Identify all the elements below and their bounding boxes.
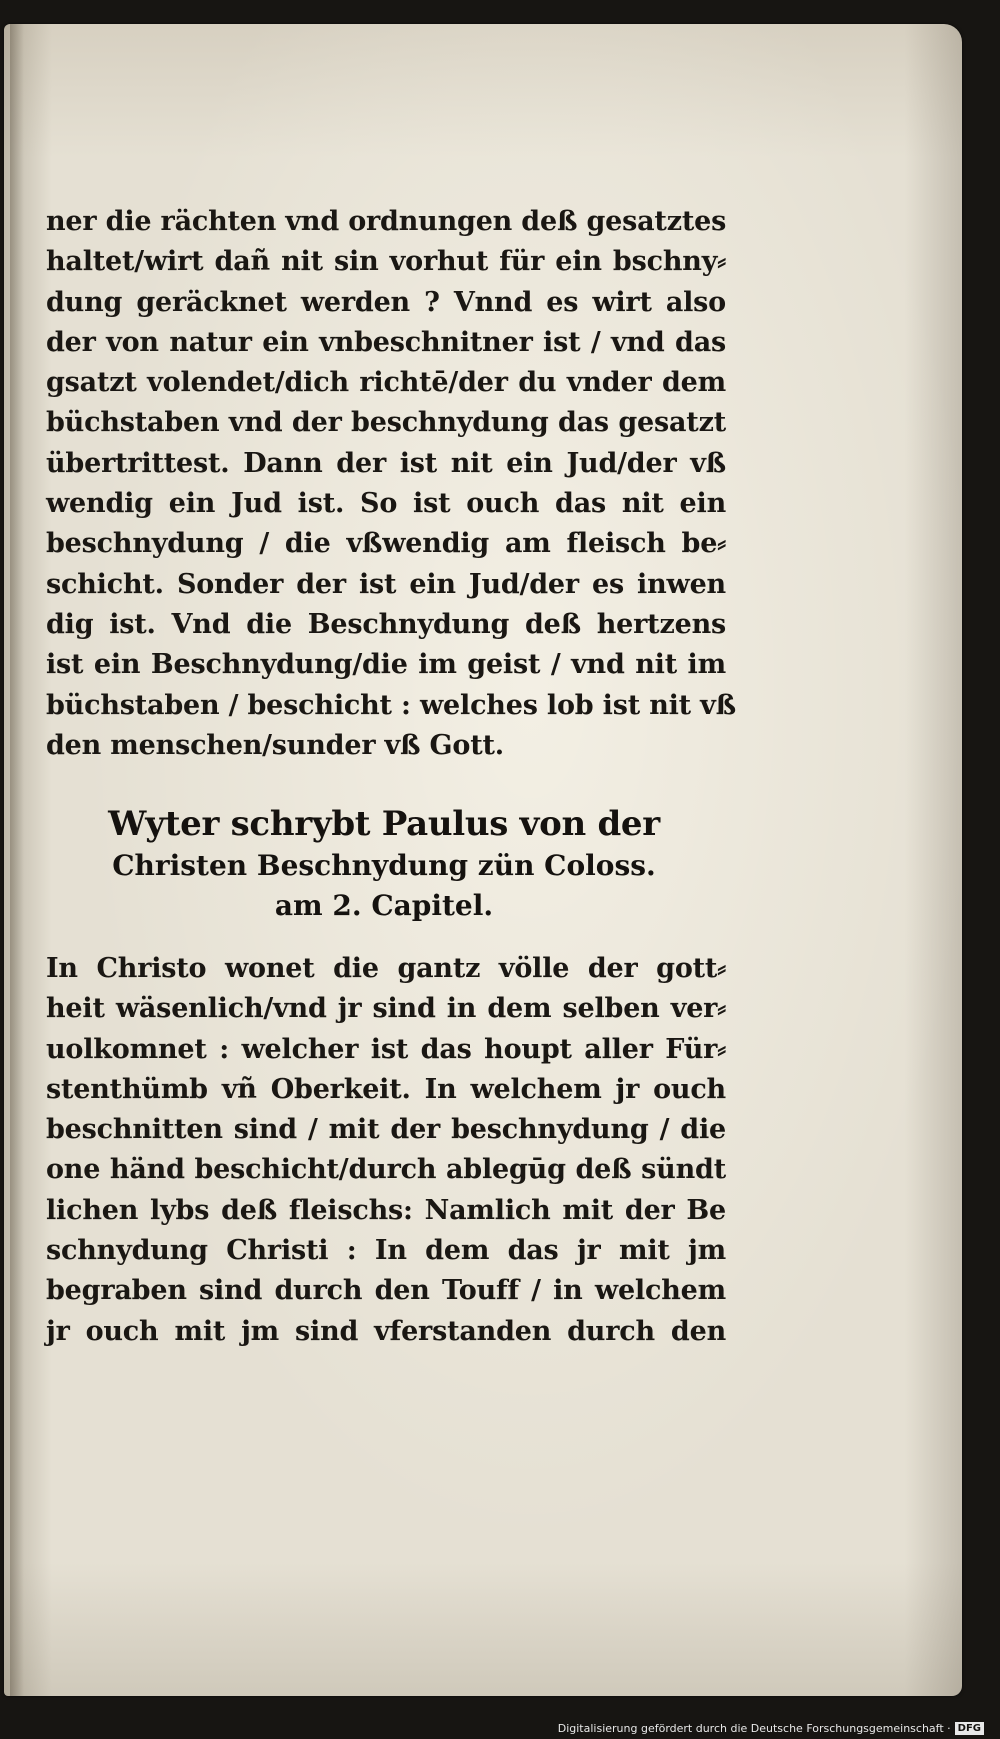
book-page bbox=[4, 24, 962, 1696]
page-edge-shadow bbox=[10, 24, 24, 1696]
text-line: uolkomnet : welcher ist das houpt aller Für⸗ bbox=[46, 1033, 726, 1065]
text-line: In Christo wonet die gantz völle der gott⸗ bbox=[46, 953, 726, 984]
text-line: ner die rächten vnd ordnungen deß gesatztes bbox=[46, 206, 727, 237]
text-line: haltet/wirt dañ nit sin vorhut für ein bschny⸗ bbox=[46, 246, 726, 278]
credit-text: Digitalisierung gefördert durch die Deutsche Forschungsgemeinschaft · bbox=[557, 1721, 951, 1735]
dfg-logo: DFG bbox=[955, 1722, 984, 1735]
text-line: büchstaben / beschicht : welches lob ist nit vß bbox=[46, 689, 736, 721]
text-line: begraben sind durch den Touff / in welchem bbox=[46, 1275, 726, 1307]
paragraph-1 bbox=[46, 202, 736, 766]
text-line: heit wäsenlich/vnd jr sind in dem selben ver⸗ bbox=[46, 993, 726, 1025]
text-line: jr ouch mit jm sind vferstanden durch den bbox=[46, 1315, 726, 1347]
text-line: schicht. Sonder der ist ein Jud/der es inwen bbox=[46, 568, 726, 600]
text-line: schnydung Christi : In dem das jr mit jm bbox=[46, 1235, 726, 1267]
text-line: beschnitten sind / mit der beschnydung / die bbox=[46, 1114, 726, 1146]
text-line: beschnydung / die vßwendig am fleisch be⸗ bbox=[46, 528, 726, 560]
text-line: wendig ein Jud ist. So ist ouch das nit ein bbox=[46, 488, 726, 520]
text-line: one händ beschicht/durch ablegūg deß sündt bbox=[46, 1154, 726, 1186]
text-line: lichen lybs deß fleischs: Namlich mit der Be bbox=[46, 1194, 726, 1226]
section-heading bbox=[64, 802, 704, 926]
text-line: den menschen/sunder vß Gott. bbox=[46, 729, 504, 761]
text-line: dung geräcknet werden ? Vnnd es wirt also bbox=[46, 286, 726, 318]
text-line: stenthümb vñ Oberkeit. In welchem jr ouch bbox=[46, 1073, 726, 1105]
text-line: ist ein Beschnydung/die im geist / vnd nit im bbox=[46, 649, 726, 681]
heading-line: Christen Beschnydung zün Coloss. bbox=[112, 849, 656, 882]
heading-line: am 2. Capitel. bbox=[274, 889, 494, 922]
text-line: büchstaben vnd der beschnydung das gesatzt bbox=[46, 407, 726, 439]
paragraph-2 bbox=[46, 949, 726, 1352]
text-line: übertrittest. Dann der ist nit ein Jud/der vß bbox=[46, 447, 726, 479]
heading-line: Wyter schrybt Paulus von der bbox=[108, 804, 660, 844]
text-line: dig ist. Vnd die Beschnydung deß hertzens bbox=[46, 608, 726, 640]
text-line: gsatzt volendet/dich richtē/der du vnder dem bbox=[46, 367, 726, 399]
digitization-credit bbox=[558, 1722, 984, 1736]
text-line: der von natur ein vnbeschnitner ist / vnd das bbox=[46, 326, 726, 358]
